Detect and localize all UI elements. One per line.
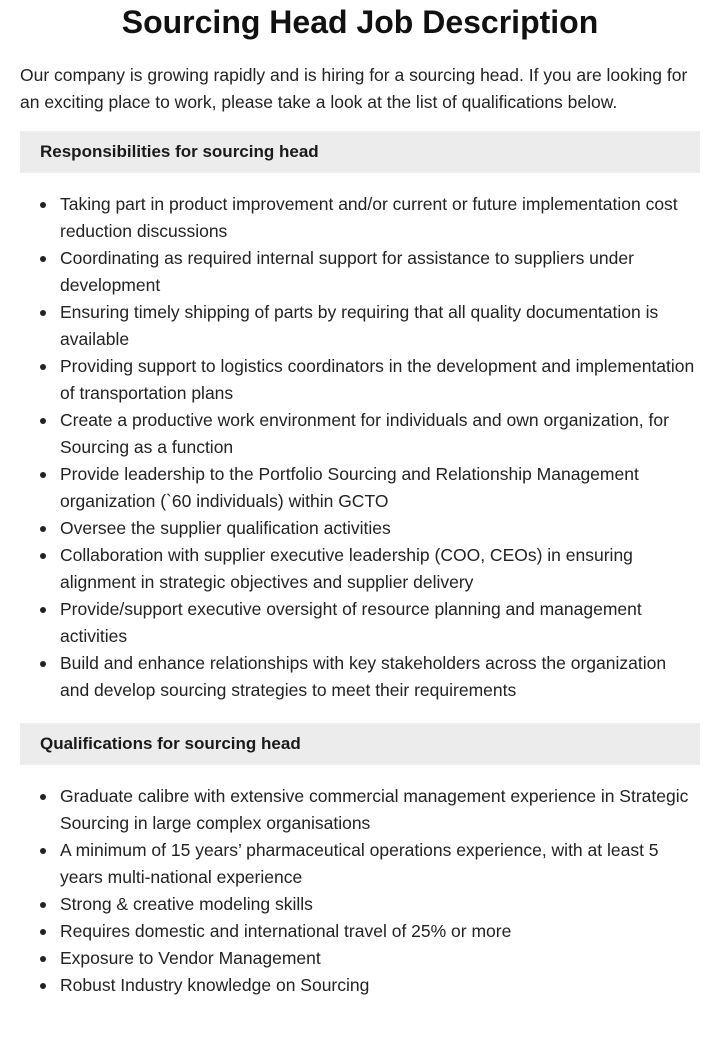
list-item-text: Coordinating as required internal support for assistance to suppliers under development [60,248,634,295]
list-item [20,972,700,999]
bullet-icon [40,472,46,478]
list-item-text: Provide/support executive oversight of resource planning and management activities [60,599,642,646]
list-item [20,891,700,918]
list-item [20,596,700,650]
bullet-icon [40,202,46,208]
list-item-text: Build and enhance relationships with key stakeholders across the organization and develop sourcing strategies to meet their requirements [60,653,667,700]
bullet-icon [40,526,46,532]
list-item [20,461,700,515]
bullet-icon [40,256,46,262]
list-item-text: Robust Industry knowledge on Sourcing [60,975,370,995]
bullet-icon [40,902,46,908]
list-item [20,407,700,461]
page-title: Sourcing Head Job Description [121,4,599,40]
bullet-icon [40,607,46,613]
bullet-icon [40,553,46,559]
bullet-icon [40,929,46,935]
list-item-text: Oversee the supplier qualification activities [60,518,391,538]
list-item-text: Taking part in product improvement and/or current or future implementation cost reduction discussions [60,194,678,241]
list-item-text: A minimum of 15 years’ pharmaceutical operations experience, with at least 5 years multi-national experience [60,840,659,887]
list-item [20,837,700,891]
intro-paragraph: Our company is growing rapidly and is hiring for a sourcing head. If you are looking for an exciting place to work, please take a look at the list of qualifications below. [20,65,688,112]
responsibilities-list [20,191,700,704]
list-item [20,515,700,542]
list-item [20,918,700,945]
qualifications-heading: Qualifications for sourcing head [20,723,700,765]
bullet-icon [40,794,46,800]
list-item [20,542,700,596]
bullet-icon [40,661,46,667]
list-item-text: Collaboration with supplier executive leadership (COO, CEOs) in ensuring alignment in strategic objectives and supplier delivery [60,545,633,592]
bullet-icon [40,956,46,962]
list-item [20,353,700,407]
list-item [20,245,700,299]
list-item-text: Providing support to logistics coordinators in the development and implementation of transportation plans [60,356,695,403]
list-item-text: Create a productive work environment for individuals and own organization, for Sourcing as a function [60,410,669,457]
list-item [20,191,700,245]
bullet-icon [40,310,46,316]
bullet-icon [40,983,46,989]
list-item [20,650,700,704]
bullet-icon [40,364,46,370]
bullet-icon [40,418,46,424]
list-item [20,783,700,837]
list-item [20,945,700,972]
list-item [20,299,700,353]
list-item-text: Ensuring timely shipping of parts by requiring that all quality documentation is available [60,302,659,349]
list-item-text: Strong & creative modeling skills [60,894,313,914]
list-item-text: Graduate calibre with extensive commercial management experience in Strategic Sourcing in large complex organisations [60,786,689,833]
list-item-text: Exposure to Vendor Management [60,948,321,968]
bullet-icon [40,848,46,854]
qualifications-list [20,783,700,999]
list-item-text: Requires domestic and international travel of 25% or more [60,921,512,941]
list-item-text: Provide leadership to the Portfolio Sourcing and Relationship Management organization (`60 individuals) within GCTO [60,464,639,511]
responsibilities-heading: Responsibilities for sourcing head [20,131,700,173]
